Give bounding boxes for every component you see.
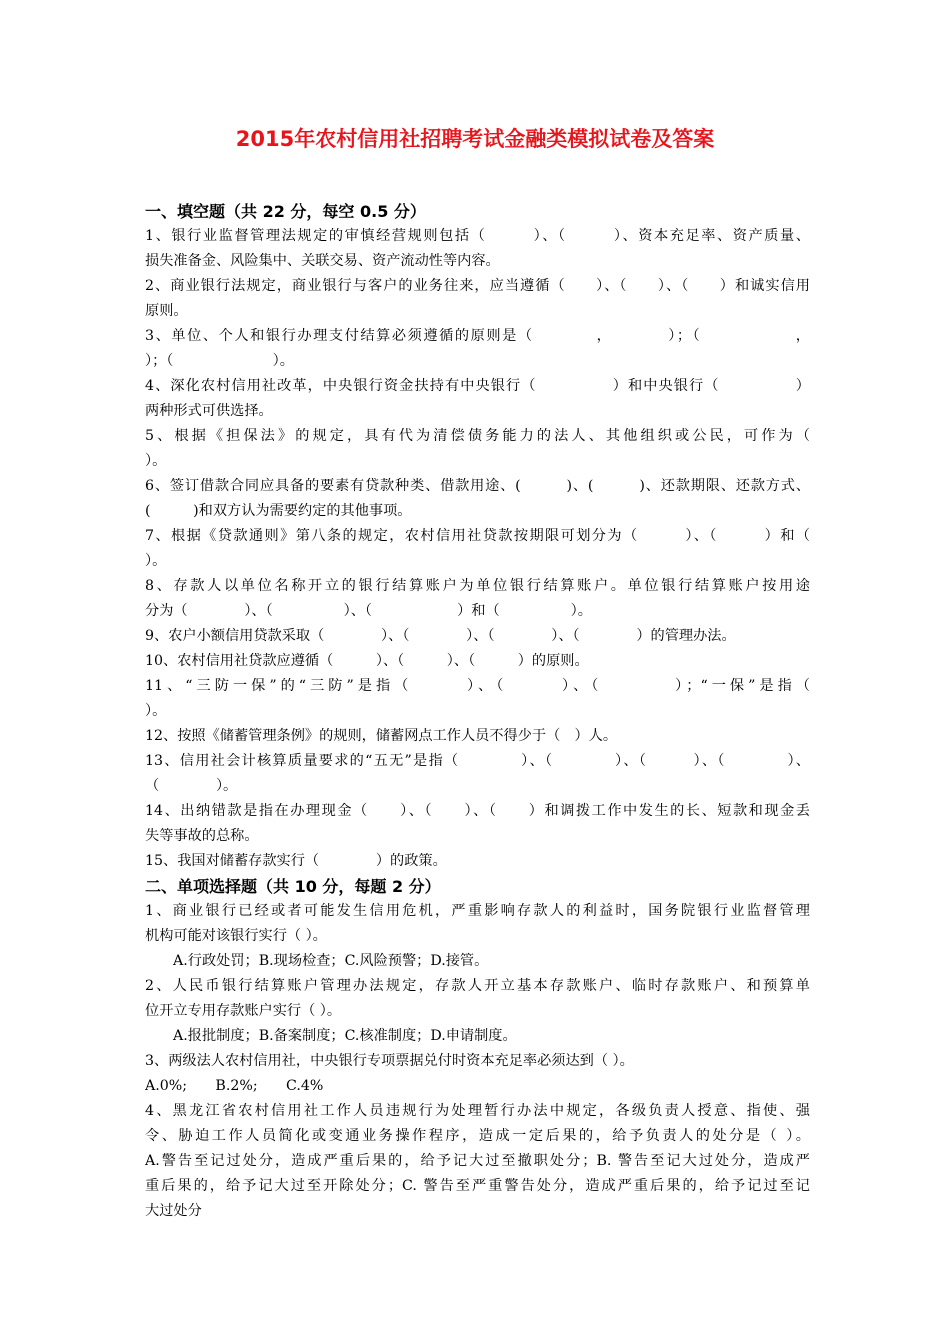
section-heading-fill-blank: 一、填空题（共 22 分，每空 0.5 分）	[145, 202, 426, 221]
question-line: 原则。	[145, 303, 188, 319]
fill-blank-question-12	[145, 724, 810, 749]
question-line: 4、黑龙江省农村信用社工作人员违规行为处理暂行办法中规定，各级负责人授意、指使、强	[145, 1103, 810, 1119]
question-line: （ ）。	[145, 778, 238, 794]
question-line: 10、农村信用社贷款应遵循（ ）、（ ）、（ ）的原则。	[145, 653, 589, 669]
question-line: 分为（ ）、（ ）、（ ）和（ ）。	[145, 603, 592, 619]
question-line: 2、人民币银行结算账户管理办法规定，存款人开立基本存款账户、临时存款账户、和预算单	[145, 978, 810, 994]
question-line: ）。	[145, 553, 167, 569]
fill-blank-question-7	[145, 524, 810, 574]
answer-options: 大过处分	[145, 1203, 202, 1219]
fill-blank-question-5	[145, 424, 810, 474]
question-line: 8、存款人以单位名称开立的银行结算账户为单位银行结算账户。单位银行结算账户按用途	[145, 578, 810, 594]
fill-blank-question-8	[145, 574, 810, 624]
answer-options: A.报批制度；B.备案制度；C.核准制度；D.申请制度。	[173, 1028, 517, 1044]
choice-question-4	[145, 1099, 810, 1224]
question-line: ( )和双方认为需要约定的其他事项。	[145, 503, 412, 519]
question-line: ）；（ ）。	[145, 353, 294, 369]
question-line: 6、签订借款合同应具备的要素有贷款种类、借款用途、( )、( )、还款期限、还款方式、	[145, 478, 810, 494]
question-line: 13、信用社会计核算质量要求的“五无”是指（ ）、（ ）、（ ）、（ ）、	[145, 753, 810, 769]
question-line: 11、“三防一保”的“三防”是指（ ）、（ ）、（ ）；“一保”是指（	[145, 678, 810, 694]
question-line: ）。	[145, 453, 167, 469]
fill-blank-question-3	[145, 324, 810, 374]
section-heading-single-choice: 二、单项选择题（共 10 分，每题 2 分）	[145, 877, 441, 896]
question-line: 3、单位、个人和银行办理支付结算必须遵循的原则是（ ， ）；（ ，	[145, 328, 810, 344]
question-line: 15、我国对储蓄存款实行（ ）的政策。	[145, 853, 447, 869]
fill-blank-question-14	[145, 799, 810, 849]
fill-blank-question-2	[145, 274, 810, 324]
question-line: 1、银行业监督管理法规定的审慎经营规则包括（ ）、（ ）、资本充足率、资产质量、	[145, 228, 810, 244]
question-line: 机构可能对该银行实行（ ）。	[145, 928, 327, 944]
question-line: 位开立专用存款账户实行（ ）。	[145, 1003, 342, 1019]
fill-blank-question-15	[145, 849, 810, 874]
choice-question-3	[145, 1049, 810, 1099]
answer-options: A.警告至记过处分，造成严重后果的，给予记大过至撤职处分；B. 警告至记大过处分，造成严	[145, 1153, 810, 1169]
fill-blank-question-11	[145, 674, 810, 724]
question-line: 失等事故的总称。	[145, 828, 259, 844]
document-title: 2015年农村信用社招聘考试金融类模拟试卷及答案	[235, 127, 715, 151]
question-line: ）。	[145, 703, 167, 719]
question-line: 9、农户小额信用贷款采取（ ）、（ ）、（ ）、（ ）的管理办法。	[145, 628, 736, 644]
fill-blank-question-9	[145, 624, 810, 649]
fill-blank-question-1	[145, 224, 810, 274]
question-line: 两种形式可供选择。	[145, 403, 273, 419]
question-line: 3、两级法人农村信用社，中央银行专项票据兑付时资本充足率必须达到（ ）。	[145, 1053, 634, 1069]
choice-question-1	[145, 899, 810, 974]
fill-blank-question-6	[145, 474, 810, 524]
question-line: 令、胁迫工作人员简化或变通业务操作程序，造成一定后果的，给予负责人的处分是（ ）。	[145, 1128, 810, 1144]
question-line: 损失准备金、风险集中、关联交易、资产流动性等内容。	[145, 253, 500, 269]
fill-blank-question-10	[145, 649, 810, 674]
answer-options: A.行政处罚；B.现场检查；C.风险预警；D.接管。	[173, 953, 489, 969]
question-line: 7、根据《贷款通则》第八条的规定，农村信用社贷款按期限可划分为（ ）、（ ）和（	[145, 528, 810, 544]
question-line: 12、按照《储蓄管理条例》的规则，储蓄网点工作人员不得少于（ ）人。	[145, 728, 618, 744]
question-line: 14、出纳错款是指在办理现金（ ）、（ ）、（ ）和调拨工作中发生的长、短款和现金丢	[145, 803, 810, 819]
question-line: 4、深化农村信用社改革，中央银行资金扶持有中央银行（ ）和中央银行（ ）	[145, 378, 810, 394]
question-line: 1、商业银行已经或者可能发生信用危机，严重影响存款人的利益时，国务院银行业监督管理	[145, 903, 810, 919]
fill-blank-question-4	[145, 374, 810, 424]
answer-options: A.0%; B.2%; C.4%	[145, 1078, 324, 1094]
question-line: 5、根据《担保法》的规定，具有代为清偿债务能力的法人、其他组织或公民，可作为（	[145, 428, 810, 444]
choice-question-2	[145, 974, 810, 1049]
document-body	[145, 199, 810, 1224]
question-line: 2、商业银行法规定，商业银行与客户的业务往来，应当遵循（ ）、（ ）、（ ）和诚实信用	[145, 278, 810, 294]
answer-options: 重后果的，给予记大过至开除处分；C. 警告至严重警告处分，造成严重后果的，给予记过至记	[145, 1178, 810, 1194]
fill-blank-question-13	[145, 749, 810, 799]
